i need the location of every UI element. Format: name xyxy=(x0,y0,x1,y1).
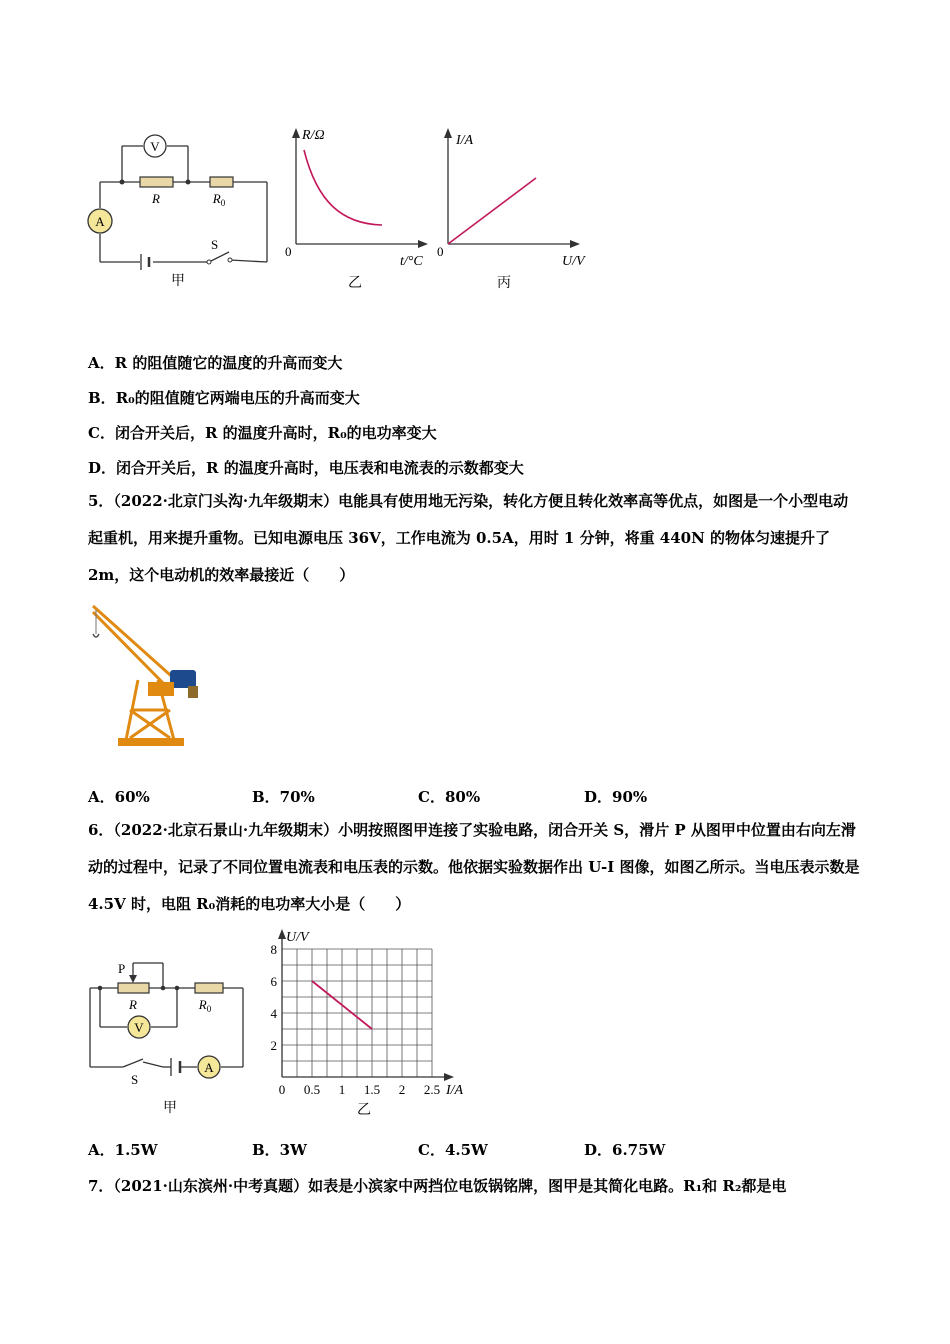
q5-option-a: A．60% xyxy=(88,788,150,806)
q6-voltmeter-label: V xyxy=(134,1020,144,1035)
x-tick-label: 0.5 xyxy=(303,1082,321,1097)
y-tick-label: 4 xyxy=(270,1006,277,1021)
i-u-ylabel: I/A xyxy=(456,133,474,148)
q6-option-d: D．6.75W xyxy=(584,1141,666,1159)
r-t-xlabel: t/°C xyxy=(400,254,423,269)
q7-question-text: 7．（2021·山东滨州·中考真题）如表是小滨家中两挡位电饭锅铭牌，图甲是其简化电路。R₁和 R₂都是电 xyxy=(88,1177,787,1195)
x-axis-label: I/A xyxy=(446,1083,464,1098)
q6-question-text: 6．（2022·北京石景山·九年级期末）小明按照图甲连接了实验电路，闭合开关 S，滑片 P 从图甲中位置由右向左滑动的过程中，记录了不同位置电流表和电压表的示数。他依据实验数据作出 U-I 图像，如图乙所示。当电压表示数是 4.5V 时，电阻 R₀消耗的电功率大小是（ ） xyxy=(88,821,860,913)
switch-label: S xyxy=(211,237,219,252)
ammeter-label: A xyxy=(95,214,105,229)
q4-circuit-figure xyxy=(85,128,275,293)
figure-caption-jia: 甲 xyxy=(171,274,185,289)
q4-r-t-graph xyxy=(282,122,432,297)
q5-option-b: B．70% xyxy=(252,788,315,806)
y-tick-label: 8 xyxy=(270,942,277,957)
q6-ammeter-label: A xyxy=(204,1060,214,1075)
q4-i-u-graph xyxy=(434,122,594,297)
r-t-ylabel: R/Ω xyxy=(302,128,325,143)
resistor-r xyxy=(140,177,173,187)
q4-option-a: A．R 的阻值随它的温度的升高而变大 xyxy=(88,354,343,372)
q6-option-a: A．1.5W xyxy=(88,1141,158,1159)
y-tick-label: 2 xyxy=(270,1038,277,1053)
q6-option-c: C．4.5W xyxy=(418,1141,488,1159)
q6-resistor-r xyxy=(118,983,149,993)
q6-circuit-diagram xyxy=(85,955,255,1120)
q5-question-text: 5．（2022·北京门头沟·九年级期末）电能具有使用地无污染，转化方便且转化效率高等优点，如图是一个小型电动起重机，用来提升重物。已知电源电压 36V，工作电流为 0.5A，用时 1 分钟，将重 440N 的物体匀速提升了 2m，这个电动机的效率最接近（ ） xyxy=(88,492,849,584)
q5-option-d: D．90% xyxy=(584,788,648,806)
q4-option-d: D．闭合开关后，R 的温度升高时，电压表和电流表的示数都变大 xyxy=(88,459,524,477)
i-u-graph-svg xyxy=(434,122,594,297)
q6-circuit-figure xyxy=(85,955,255,1120)
q6-option-b: B．3W xyxy=(252,1141,307,1159)
x-tick-label: 1 xyxy=(338,1082,346,1097)
i-u-line xyxy=(448,178,536,244)
x-tick-label: 2 xyxy=(398,1082,406,1097)
crane-illustration xyxy=(88,600,223,748)
i-u-origin: 0 xyxy=(437,244,444,259)
x-tick-label: 1.5 xyxy=(363,1082,381,1097)
q4-circuit-diagram xyxy=(85,128,275,293)
resistor-r0-label: $R_0$ xyxy=(212,191,226,208)
u-i-chart-svg xyxy=(262,925,482,1120)
i-u-xlabel: U/V xyxy=(562,254,585,269)
q6-resistor-r0 xyxy=(195,983,223,993)
q6-slider-label: P xyxy=(118,961,126,976)
q6-switch-label: S xyxy=(131,1072,139,1087)
r-t-curve xyxy=(304,150,382,225)
figure-caption-yi: 乙 xyxy=(348,276,362,291)
voltmeter-label: V xyxy=(150,139,160,154)
crane-image xyxy=(88,600,223,748)
x-tick-label: 0 xyxy=(278,1082,286,1097)
q5-option-c: C．80% xyxy=(418,788,481,806)
r-t-origin: 0 xyxy=(285,244,292,259)
q6-figure-caption-jia: 甲 xyxy=(163,1101,177,1116)
q4-option-c: C．闭合开关后，R 的温度升高时，R₀的电功率变大 xyxy=(88,424,437,442)
chart-caption: 乙 xyxy=(357,1103,371,1118)
y-tick-label: 6 xyxy=(270,974,277,989)
x-tick-label: 2.5 xyxy=(423,1082,441,1097)
y-axis-label: U/V xyxy=(286,930,309,945)
resistor-r0 xyxy=(210,177,233,187)
q6-u-i-chart xyxy=(262,925,482,1120)
q6-resistor-r-label: R xyxy=(129,997,137,1012)
resistor-r-label: R xyxy=(152,191,160,206)
q6-resistor-r0-label: $R_0$ xyxy=(198,997,212,1014)
figure-caption-bing: 丙 xyxy=(497,276,511,291)
y-axis-arrow xyxy=(278,929,286,939)
r-t-graph-svg xyxy=(282,122,432,297)
x-axis-arrow xyxy=(444,1073,454,1081)
q4-option-b: B．R₀的阻值随它两端电压的升高而变大 xyxy=(88,389,360,407)
